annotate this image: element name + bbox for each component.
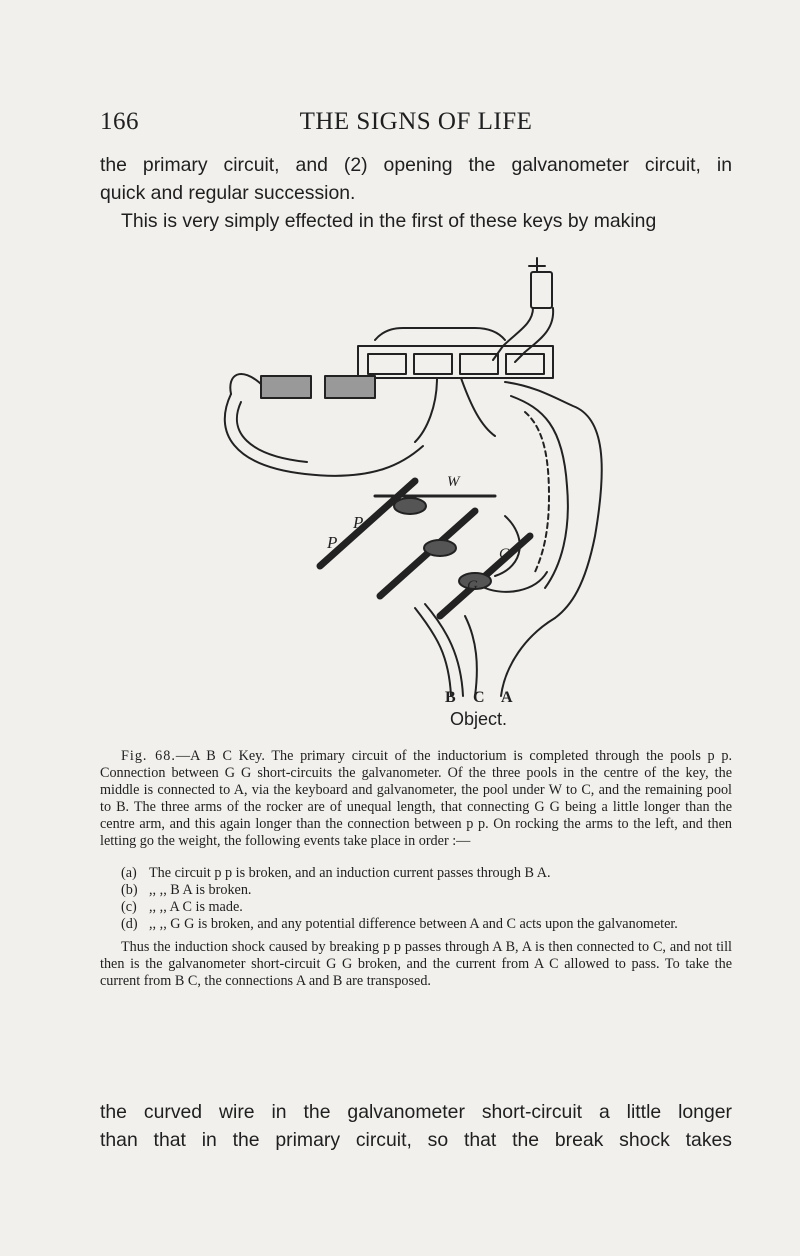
event-label: (d) <box>121 915 138 932</box>
wire-c <box>465 616 477 696</box>
page-number: 166 <box>100 108 139 135</box>
text-line: than that in the primary circuit, so that the break shock takes <box>100 1129 732 1151</box>
label-a: A <box>501 689 513 706</box>
running-title: THE SIGNS OF LIFE <box>299 108 533 135</box>
object-label: Object. <box>450 709 508 729</box>
bottom-paragraph <box>100 1098 732 1154</box>
label-p2: P <box>327 533 338 552</box>
label-g2: G <box>467 578 478 594</box>
label-p1: P <box>353 513 364 532</box>
text-line: quick and regular succession. <box>100 182 356 204</box>
text-line: the curved wire in the galvanometer short-circuit a little longer <box>100 1101 732 1123</box>
event-list <box>121 865 732 933</box>
terminal-post <box>531 272 552 308</box>
event-item <box>121 882 732 899</box>
event-label: (c) <box>121 898 137 915</box>
pool <box>394 498 426 514</box>
caption-text: —A B C Key. The primary circuit of the inductorium is completed through the pools p p. Connection between G G short-circuits the galvanometer. Of the three pools in the centre of the key, the middle is connected to A, via the keyboard and galvanometer, the pool under W to C, and the remaining pool to B. The three arms of the rocker are of unequal length, that connecting G G being a little longer than the centre arm, and this again longer than the connection between p p. On rocking the arms to the left, and then letting go the weight, the following events take place in order :— <box>100 748 732 850</box>
event-text: ,, ,, G G is broken, and any potential difference between A and C acts upon the galvanometer. <box>149 915 678 932</box>
rocker-arm-1 <box>320 481 415 566</box>
pool <box>424 540 456 556</box>
running-header <box>100 108 732 138</box>
event-item <box>121 916 732 933</box>
label-c: C <box>473 689 485 706</box>
wire-b <box>415 608 451 696</box>
terminal-cross <box>529 258 545 272</box>
top-paragraph <box>100 151 732 235</box>
label-g1: G <box>499 546 510 562</box>
abc-key-figure <box>175 236 635 706</box>
event-item <box>121 865 732 882</box>
figure-caption <box>100 748 732 990</box>
event-label: (b) <box>121 881 138 898</box>
coil-right <box>325 376 375 398</box>
event-text: ,, ,, B A is broken. <box>149 881 252 898</box>
label-w: W <box>447 474 460 490</box>
label-b: B <box>445 689 456 706</box>
caption-closing: Thus the induction shock caused by breaking p p passes through A B, A is then connected to C, and not till then is the galvanometer short-circuit G G broken, and the current from A C allowed to pass. To take the current from B C, the connections A and B are transposed. <box>100 938 732 990</box>
caption-intro <box>100 748 732 851</box>
event-item <box>121 899 732 916</box>
wire-a <box>501 618 555 696</box>
event-text: The circuit p p is broken, and an induction current passes through B A. <box>149 864 551 881</box>
coil-left <box>261 376 311 398</box>
event-text: ,, ,, A C is made. <box>149 898 243 915</box>
text-line: This is very simply effected in the first of these keys by making <box>121 210 657 232</box>
figure-number: Fig. 68. <box>121 748 176 764</box>
event-label: (a) <box>121 864 137 881</box>
text-line: the primary circuit, and (2) opening the galvanometer circuit, in <box>100 154 732 176</box>
